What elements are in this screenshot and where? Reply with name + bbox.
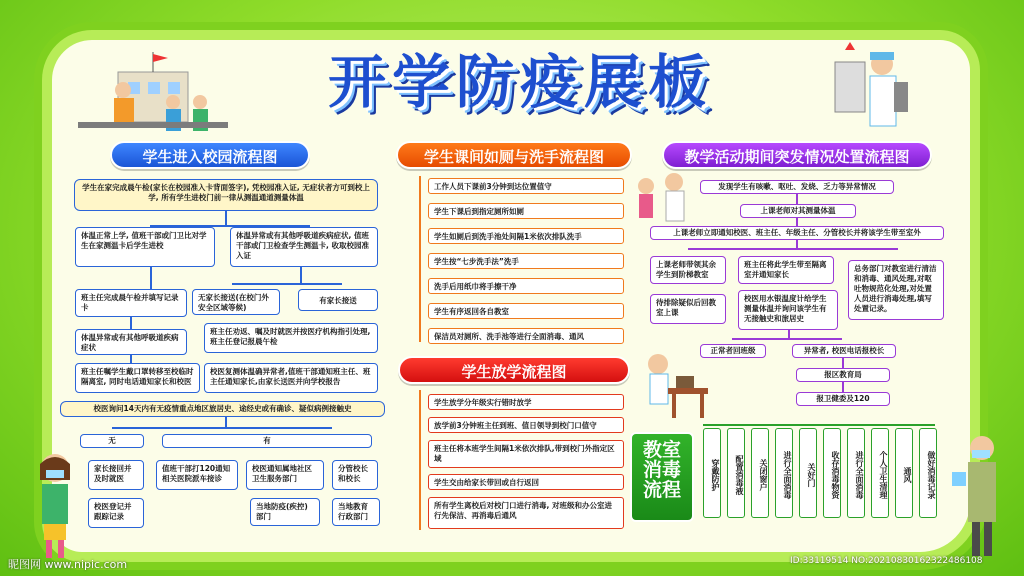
emerg-step-6: 总务部门对教室进行清洁和消毒、通风处理,对呕吐物规范化处理,对处置人员进行消毒处理,填写处置记录。 (848, 260, 944, 320)
disinfect-step-7: 进行全面消毒 (847, 428, 865, 518)
emerg-step-5: 班主任将此学生带至隔离室并通知家长 (738, 256, 834, 284)
emerg-step-11: 报区教育局 (796, 368, 890, 382)
disinfect-step-5: 关好门 (799, 428, 817, 518)
emerg-step-10: 异常者, 校医电话报校长 (792, 344, 896, 358)
dismiss-step-1: 学生放学分年级实行错时放学 (428, 394, 624, 410)
step-edu-dept: 当地教育行政部门 (332, 498, 380, 526)
step-class-check: 班主任完成晨午检并填写记录卡 (75, 289, 187, 317)
emerg-step-1: 发现学生有咳嗽、呕吐、发烧、乏力等异常情况 (700, 180, 894, 194)
girl-with-mask-illustration (30, 450, 80, 560)
dismiss-step-5: 所有学生离校后对校门口进行消毒, 对班级和办公室进行先保洁、再消毒后通风 (428, 497, 624, 529)
step-isolation-room: 班主任嘱学生戴口罩转移至校临时隔离室, 同时电话通知家长和校医 (75, 363, 200, 393)
label-yes: 有 (162, 434, 372, 448)
step-doctor-register: 校医登记并跟踪记录 (88, 498, 144, 528)
step-no-parent: 无家长接送(在校门外安全区域等候) (192, 289, 280, 315)
wash-step-1: 工作人员下课前3分钟到达位置值守 (428, 178, 624, 194)
wash-step-7: 保洁员对厕所、洗手池等进行全面消毒、通风 (428, 328, 624, 344)
disinfect-step-4: 进行全面消毒 (775, 428, 793, 518)
wash-step-6: 学生有序返回各自教室 (428, 303, 624, 319)
emerg-step-4: 上课老师带领其余学生到阶梯教室 (650, 256, 726, 284)
emerg-step-8: 校医用水银温度计给学生测量体温并询问该学生有无接触史和旅居史 (738, 290, 838, 330)
wash-step-4: 学生按“七步洗手法”洗手 (428, 253, 624, 269)
wash-step-2: 学生下课后到指定厕所如厕 (428, 203, 624, 219)
doctor-illustration (830, 42, 920, 142)
nurse-spray-illustration (950, 432, 1010, 562)
dismiss-step-3: 班主任将本班学生间隔1米依次排队,带到校门外指定区域 (428, 440, 624, 468)
disinfect-step-6: 收存消毒物资 (823, 428, 841, 518)
disinfect-step-10: 做好消毒记录 (919, 428, 937, 518)
step-temp-abnormal: 体温异常或有其他呼吸道疾病症状, 值班干部或门卫检查学生测温卡, 收取校园准入证 (230, 227, 378, 267)
disinfect-step-8: 个人卫生清理 (871, 428, 889, 518)
step-principal: 分管校长和校长 (332, 460, 378, 490)
step-parent-pickup: 家长接回并及时就医 (88, 460, 144, 490)
step-call-120: 值班干部打120通知相关医院派车接诊 (156, 460, 238, 490)
disinfect-step-9: 通风 (895, 428, 913, 518)
label-no: 无 (80, 434, 144, 448)
dismiss-step-2: 放学前3分钟班主任到班、值日领导到校门口值守 (428, 417, 624, 433)
emerg-step-2: 上课老师对其测量体温 (740, 204, 856, 218)
desk-doctor-illustration (640, 350, 710, 420)
step-respiratory-symptom: 体温异常或有其他呼吸道疾病症状 (75, 329, 187, 355)
disinfect-title: 教室消毒流程 (630, 432, 694, 522)
dismiss-step-4: 学生交由给家长带回或自行返回 (428, 474, 624, 490)
watermark-logo: 昵图网 www.nipic.com (8, 558, 128, 571)
header-toilet-wash: 学生课间如厕与洗手流程图 (396, 141, 632, 169)
header-emergency: 教学活动期间突发情况处置流程图 (662, 141, 932, 169)
step-persuade-return: 班主任劝返、嘱及时就医并按医疗机构指引处理, 班主任登记报晨午检 (204, 323, 378, 353)
emerg-step-9: 正常者回班级 (700, 344, 766, 358)
watermark-id: ID:33119514 NO:20210830162322486108 (790, 556, 983, 566)
emerg-step-12: 报卫健委及120 (796, 392, 890, 406)
wash-step-5: 洗手后用纸巾将手擦干净 (428, 278, 624, 294)
kids-washing-illustration (634, 170, 694, 230)
step-recheck-temp: 校医复测体温确异常者,值班干部通知班主任、班主任通知家长,由家长送医并向学校报告 (204, 363, 378, 393)
board-title: 开学防疫展板 (327, 48, 712, 116)
step-morning-check: 学生在家完成晨午检(家长在校园准入卡背面签字), 凭校园准入证, 无症状者方可到校上学, 所有学生进校门前一律从测温通道测量体温 (74, 179, 378, 211)
step-notify-community: 校医通知属地社区卫生服务部门 (246, 460, 324, 490)
step-cdc: 当地防疫(疾控)部门 (250, 498, 320, 526)
school-gate-illustration (78, 52, 228, 142)
header-dismissal: 学生放学流程图 (398, 356, 630, 384)
disinfect-step-2: 配置消毒液 (727, 428, 745, 518)
emerg-step-7: 待排除疑似后回教室上课 (650, 294, 726, 324)
step-has-parent: 有家长接送 (298, 289, 378, 311)
wash-step-3: 学生如厕后到洗手池处间隔1米依次排队洗手 (428, 228, 624, 244)
step-inquiry-14days: 校医询问14天内有无疫情重点地区旅居史、途经史或有确诊、疑似病例接触史 (60, 401, 385, 417)
header-enter-campus: 学生进入校园流程图 (110, 141, 310, 169)
step-temp-normal: 体温正常上学, 值班干部或门卫比对学生在家测温卡后学生进校 (75, 227, 215, 267)
disinfect-step-1: 穿戴防护 (703, 428, 721, 518)
disinfect-step-3: 关闭窗户 (751, 428, 769, 518)
emerg-step-3: 上课老师立即通知校医、班主任、年级主任、分管校长并将该学生带至室外 (650, 226, 944, 240)
